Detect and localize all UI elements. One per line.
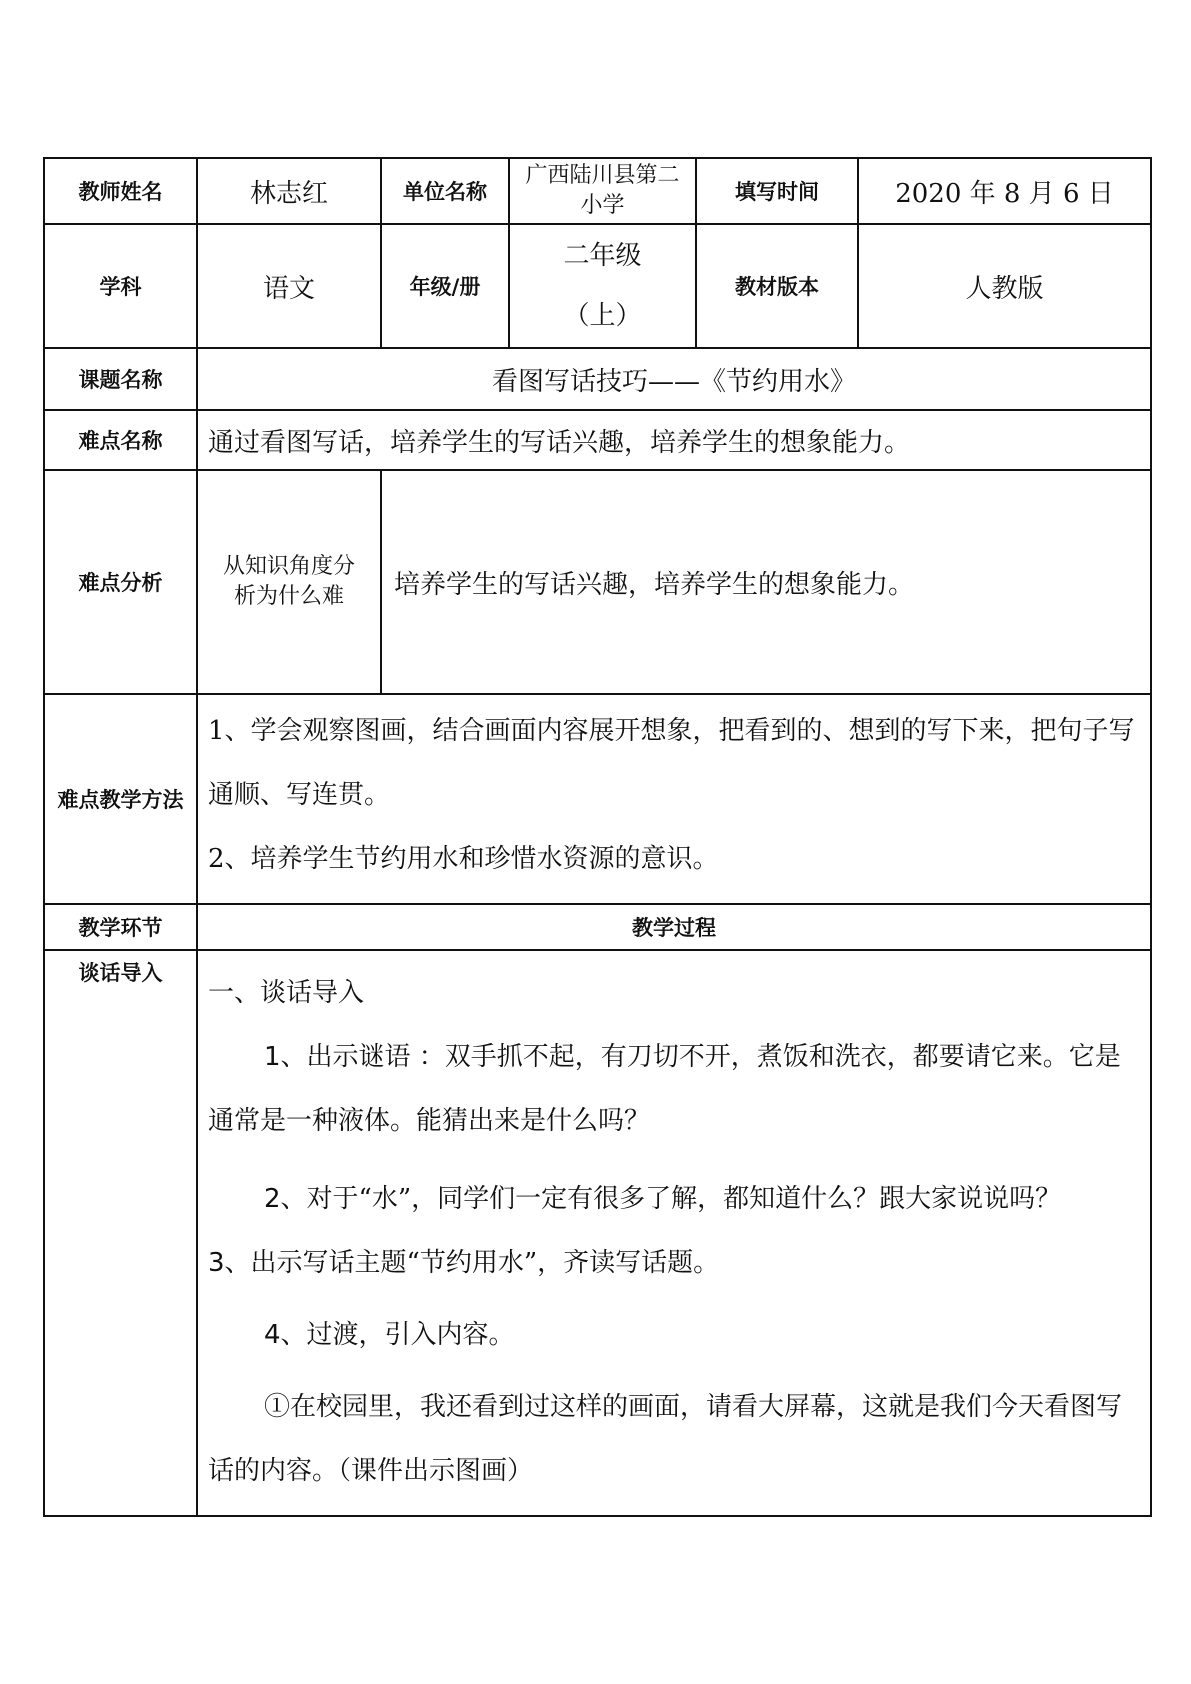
topic-label: 课题名称 (44, 348, 197, 410)
teacher-label: 教师姓名 (44, 158, 197, 224)
difficulty-row (44, 410, 1151, 470)
stage-row (44, 950, 1151, 1516)
stage-column-label: 教学环节 (44, 904, 197, 950)
analysis-label: 难点分析 (44, 470, 197, 694)
subject-label: 学科 (44, 224, 197, 348)
stage-content (197, 950, 1151, 1516)
method-content (197, 694, 1151, 904)
step-1-number: 1、 (264, 1042, 307, 1072)
stage-sub-1: ①在校园里，我还看到过这样的画面，请看大屏幕，这就是我们今天看图写话的内容。（课件出示图画） (208, 1392, 1123, 1486)
header-row-1 (44, 158, 1151, 224)
process-header-row (44, 904, 1151, 950)
difficulty-label: 难点名称 (44, 410, 197, 470)
teacher-name: 林志红 (197, 158, 381, 224)
topic-row (44, 348, 1151, 410)
analysis-value: 培养学生的写话兴趣，培养学生的想象能力。 (381, 470, 1151, 694)
method-item-1: 1、学会观察图画，结合画面内容展开想象，把看到的、想到的写下来，把句子写通顺、写连贯。 (208, 716, 1135, 810)
process-column-label: 教学过程 (197, 904, 1151, 950)
grade-value (509, 224, 696, 348)
stage-step-1 (208, 1025, 1138, 1153)
textbook-label: 教材版本 (696, 224, 858, 348)
header-row-2 (44, 224, 1151, 348)
textbook-value: 人教版 (858, 224, 1151, 348)
difficulty-value: 通过看图写话，培养学生的写话兴趣，培养学生的想象能力。 (197, 410, 1151, 470)
method-row (44, 694, 1151, 904)
unit-name: 广西陆川县第二小学 (509, 158, 696, 224)
grade-label: 年级/册 (381, 224, 509, 348)
fill-date: 2020 年 8 月 6 日 (858, 158, 1151, 224)
method-label: 难点教学方法 (44, 694, 197, 904)
stage-step-2 (208, 1167, 1138, 1295)
step-3-text: 出示写话主题“节约用水”，齐读写话题。 (250, 1248, 720, 1278)
topic-value: 看图写话技巧——《节约用水》 (197, 348, 1151, 410)
unit-label: 单位名称 (381, 158, 509, 224)
lesson-plan-table (43, 157, 1152, 1517)
stage-step-4 (208, 1303, 1138, 1367)
grade-line-1: 二年级 (563, 241, 642, 271)
step-4-text: 过渡，引入内容。 (306, 1320, 515, 1350)
analysis-row (44, 470, 1151, 694)
step-1-text: 出示谜语 ：双手抓不起，有刀切不开，煮饭和洗衣，都要请它来。它是通常是一种液体。能猜出来是什么吗？ (208, 1042, 1121, 1136)
stage-heading: 一、谈话导入 (208, 978, 365, 1008)
date-label: 填写时间 (696, 158, 858, 224)
step-2-text: 对于“水”，同学们一定有很多了解，都知道什么？跟大家说说吗？ (306, 1184, 1062, 1214)
stage-name: 谈话导入 (44, 950, 197, 1516)
grade-line-2: （上） (563, 301, 642, 331)
analysis-sub-label: 从知识角度分析为什么难 (197, 470, 381, 694)
step-3-number: 3、 (208, 1248, 251, 1278)
method-item-2: 2、培养学生节约用水和珍惜水资源的意识。 (208, 844, 719, 874)
step-2-number: 2、 (264, 1184, 307, 1214)
step-4-number: 4、 (264, 1320, 307, 1350)
subject-value: 语文 (197, 224, 381, 348)
